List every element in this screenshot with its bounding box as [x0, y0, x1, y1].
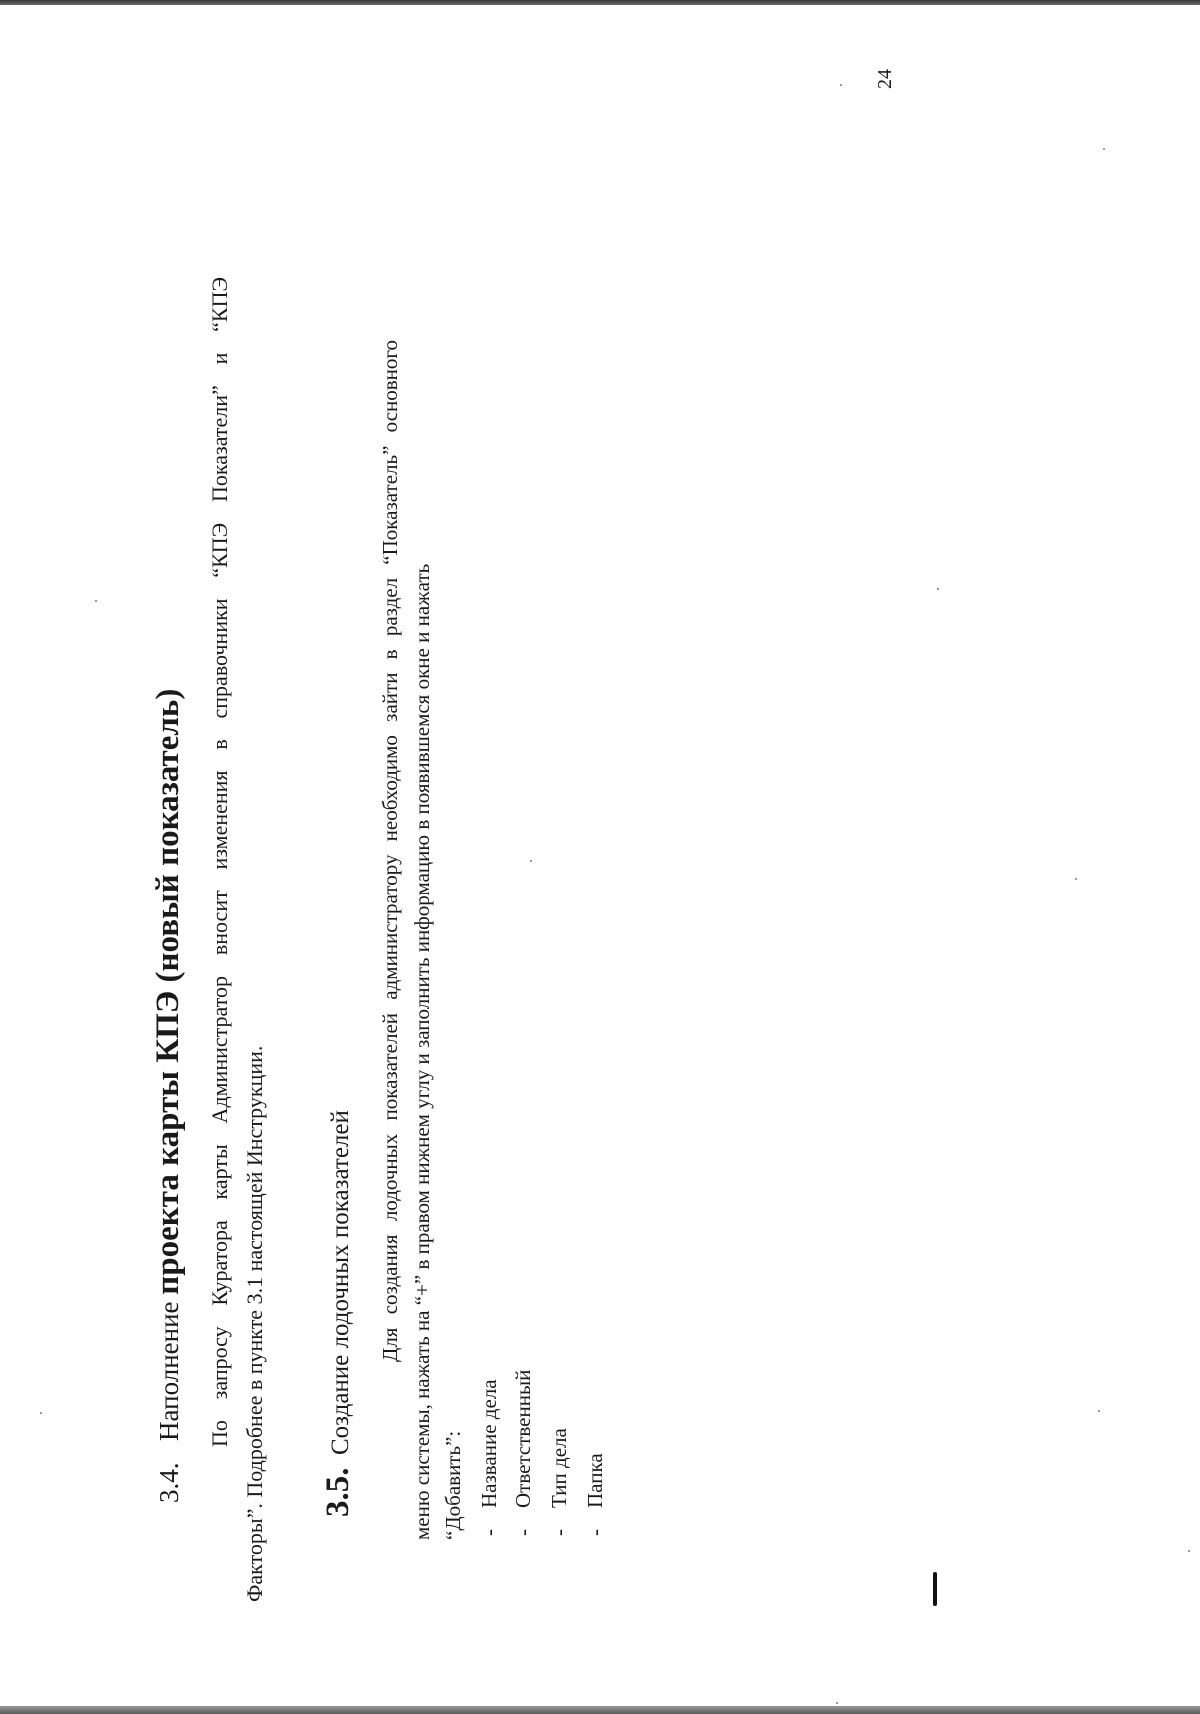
list-dash: - [547, 1529, 571, 1536]
section-3-4-paragraph-line: Факторы”. Подробнее в пункте 3.1 настоящей Инструкции. [242, 1045, 267, 1602]
section-3-4-number: 3.4. [154, 1462, 184, 1503]
section-3-5-number: 3.5. [320, 1467, 356, 1517]
list-item-text: Ответственный [511, 1369, 535, 1508]
section-3-5-title: Создание лодочных показателей [327, 1110, 354, 1455]
page-number: 24 [874, 69, 896, 89]
list-item [511, 1370, 536, 1536]
section-3-5-paragraph-line: меню системы, нажать на “+” в правом нижнем углу и заполнить информацию в появившемся окне и нажать [410, 563, 434, 1540]
section-3-5-heading [320, 1110, 357, 1517]
list-item-text: Папка [583, 1453, 607, 1508]
list-item-text: Название дела [477, 1379, 501, 1508]
section-3-5-paragraph-line: Для создания лодочных показателей администратору необходимо зайти в раздел “Показатель” основного [378, 340, 402, 1362]
section-3-4-heading [150, 689, 187, 1503]
section-3-5-paragraph-line: “Добавить”: [441, 1430, 465, 1540]
section-3-4-title-bold: проекта карты КПЭ (новый показатель) [150, 688, 186, 1295]
section-3-4-title-regular: Наполнение [154, 1294, 184, 1441]
list-item [583, 1453, 608, 1536]
section-3-4-paragraph-line: По запросу Куратора карты Администратор вносит изменения в справочники “КПЭ Показатели” и “КПЭ [207, 277, 232, 1447]
list-item [477, 1379, 502, 1536]
list-dash: - [511, 1529, 535, 1536]
list-item-text: Тип дела [547, 1428, 571, 1508]
list-item [547, 1428, 572, 1536]
list-dash: - [583, 1529, 607, 1536]
list-dash: - [477, 1529, 501, 1536]
